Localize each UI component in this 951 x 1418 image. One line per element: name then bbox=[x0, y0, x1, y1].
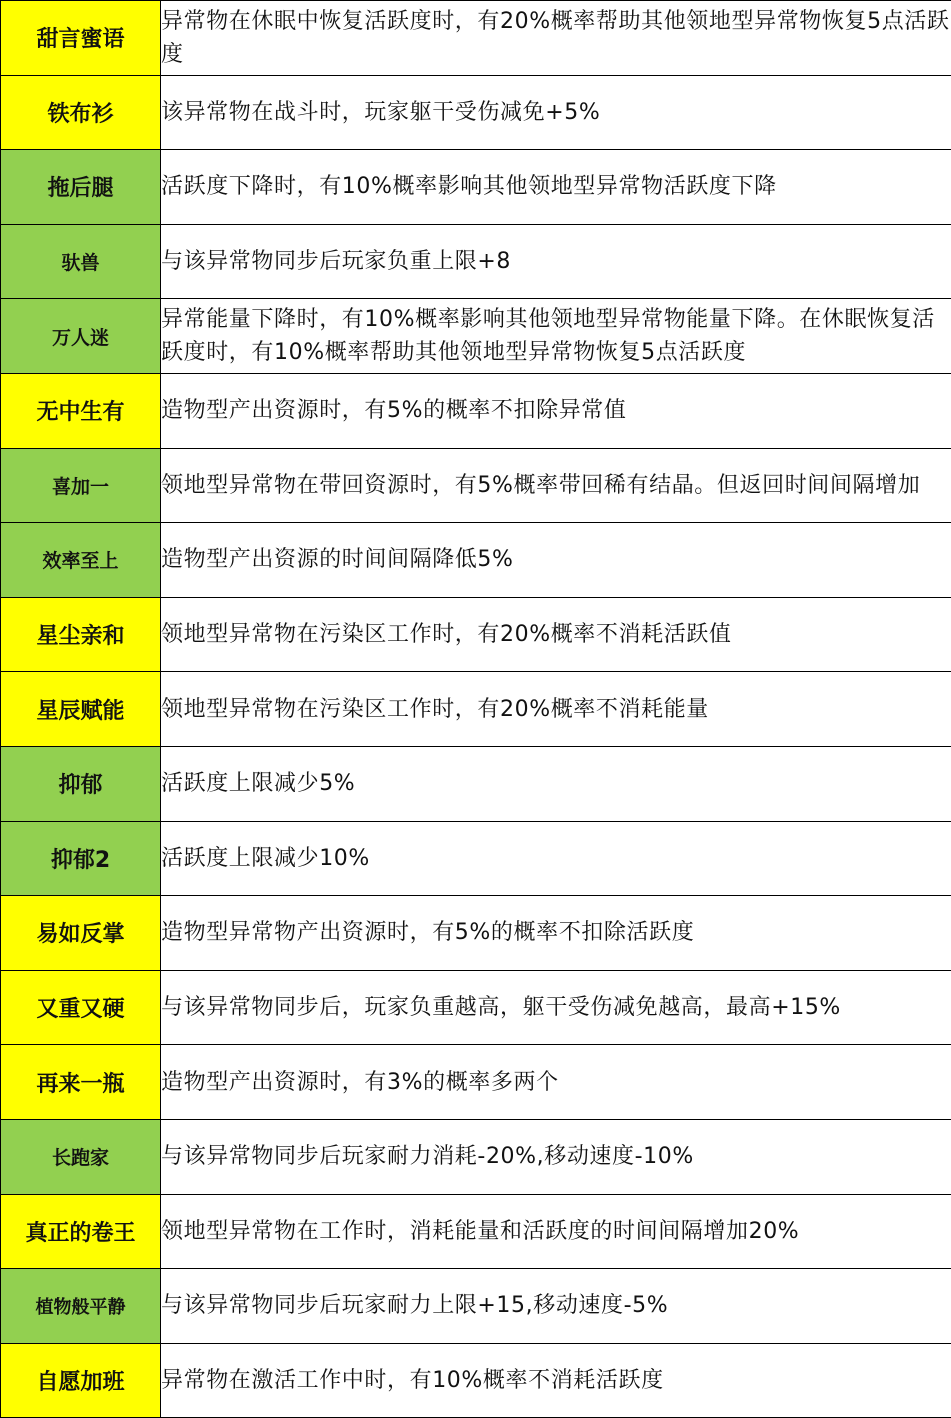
trait-description: 造物型产出资源时，有3%的概率多两个 bbox=[161, 1045, 951, 1120]
trait-description: 造物型异常物产出资源时，有5%的概率不扣除活跃度 bbox=[161, 896, 951, 971]
table-row bbox=[1, 896, 951, 971]
trait-description: 与该异常物同步后玩家耐力消耗-20%,移动速度-10% bbox=[161, 1119, 951, 1194]
trait-description: 领地型异常物在污染区工作时，有20%概率不消耗能量 bbox=[161, 672, 951, 747]
trait-name: 星辰赋能 bbox=[1, 672, 161, 747]
trait-description: 领地型异常物在带回资源时，有5%概率带回稀有结晶。但返回时间间隔增加 bbox=[161, 448, 951, 523]
table-row bbox=[1, 821, 951, 896]
trait-description: 活跃度上限减少5% bbox=[161, 746, 951, 821]
table-row bbox=[1, 150, 951, 225]
trait-name: 植物般平静 bbox=[1, 1269, 161, 1344]
table-row bbox=[1, 1269, 951, 1344]
trait-description: 与该异常物同步后，玩家负重越高，躯干受伤减免越高，最高+15% bbox=[161, 970, 951, 1045]
trait-name: 效率至上 bbox=[1, 523, 161, 598]
trait-name: 又重又硬 bbox=[1, 970, 161, 1045]
trait-description: 异常能量下降时，有10%概率影响其他领地型异常物能量下降。在休眠恢复活跃度时，有10%概率帮助其他领地型异常物恢复5点活跃度 bbox=[161, 299, 951, 374]
trait-description: 该异常物在战斗时，玩家躯干受伤减免+5% bbox=[161, 75, 951, 150]
table-row bbox=[1, 597, 951, 672]
table-row bbox=[1, 1045, 951, 1120]
trait-name: 自愿加班 bbox=[1, 1343, 161, 1418]
table-row bbox=[1, 746, 951, 821]
trait-description: 造物型产出资源的时间间隔降低5% bbox=[161, 523, 951, 598]
table-row bbox=[1, 299, 951, 374]
trait-name: 无中生有 bbox=[1, 373, 161, 448]
trait-description: 异常物在休眠中恢复活跃度时，有20%概率帮助其他领地型异常物恢复5点活跃度 bbox=[161, 1, 951, 76]
trait-description: 领地型异常物在污染区工作时，有20%概率不消耗活跃值 bbox=[161, 597, 951, 672]
table-row bbox=[1, 224, 951, 299]
trait-name: 万人迷 bbox=[1, 299, 161, 374]
trait-description: 活跃度上限减少10% bbox=[161, 821, 951, 896]
table-row bbox=[1, 523, 951, 598]
trait-description: 与该异常物同步后玩家负重上限+8 bbox=[161, 224, 951, 299]
trait-name: 真正的卷王 bbox=[1, 1194, 161, 1269]
trait-name: 拖后腿 bbox=[1, 150, 161, 225]
table-row bbox=[1, 1194, 951, 1269]
trait-name: 易如反掌 bbox=[1, 896, 161, 971]
trait-description: 领地型异常物在工作时，消耗能量和活跃度的时间间隔增加20% bbox=[161, 1194, 951, 1269]
table-row bbox=[1, 970, 951, 1045]
trait-description: 造物型产出资源时，有5%的概率不扣除异常值 bbox=[161, 373, 951, 448]
trait-name: 抑郁 bbox=[1, 746, 161, 821]
trait-name: 驮兽 bbox=[1, 224, 161, 299]
table-row bbox=[1, 75, 951, 150]
trait-name: 抑郁2 bbox=[1, 821, 161, 896]
trait-name: 再来一瓶 bbox=[1, 1045, 161, 1120]
table-row bbox=[1, 1, 951, 76]
trait-description: 与该异常物同步后玩家耐力上限+15,移动速度-5% bbox=[161, 1269, 951, 1344]
trait-description: 异常物在激活工作中时，有10%概率不消耗活跃度 bbox=[161, 1343, 951, 1418]
table-row bbox=[1, 1343, 951, 1418]
table-row bbox=[1, 672, 951, 747]
trait-name: 甜言蜜语 bbox=[1, 1, 161, 76]
trait-name: 喜加一 bbox=[1, 448, 161, 523]
table-row bbox=[1, 1119, 951, 1194]
trait-name: 铁布衫 bbox=[1, 75, 161, 150]
trait-description: 活跃度下降时，有10%概率影响其他领地型异常物活跃度下降 bbox=[161, 150, 951, 225]
trait-name: 长跑家 bbox=[1, 1119, 161, 1194]
trait-name: 星尘亲和 bbox=[1, 597, 161, 672]
table-row bbox=[1, 373, 951, 448]
table-row bbox=[1, 448, 951, 523]
